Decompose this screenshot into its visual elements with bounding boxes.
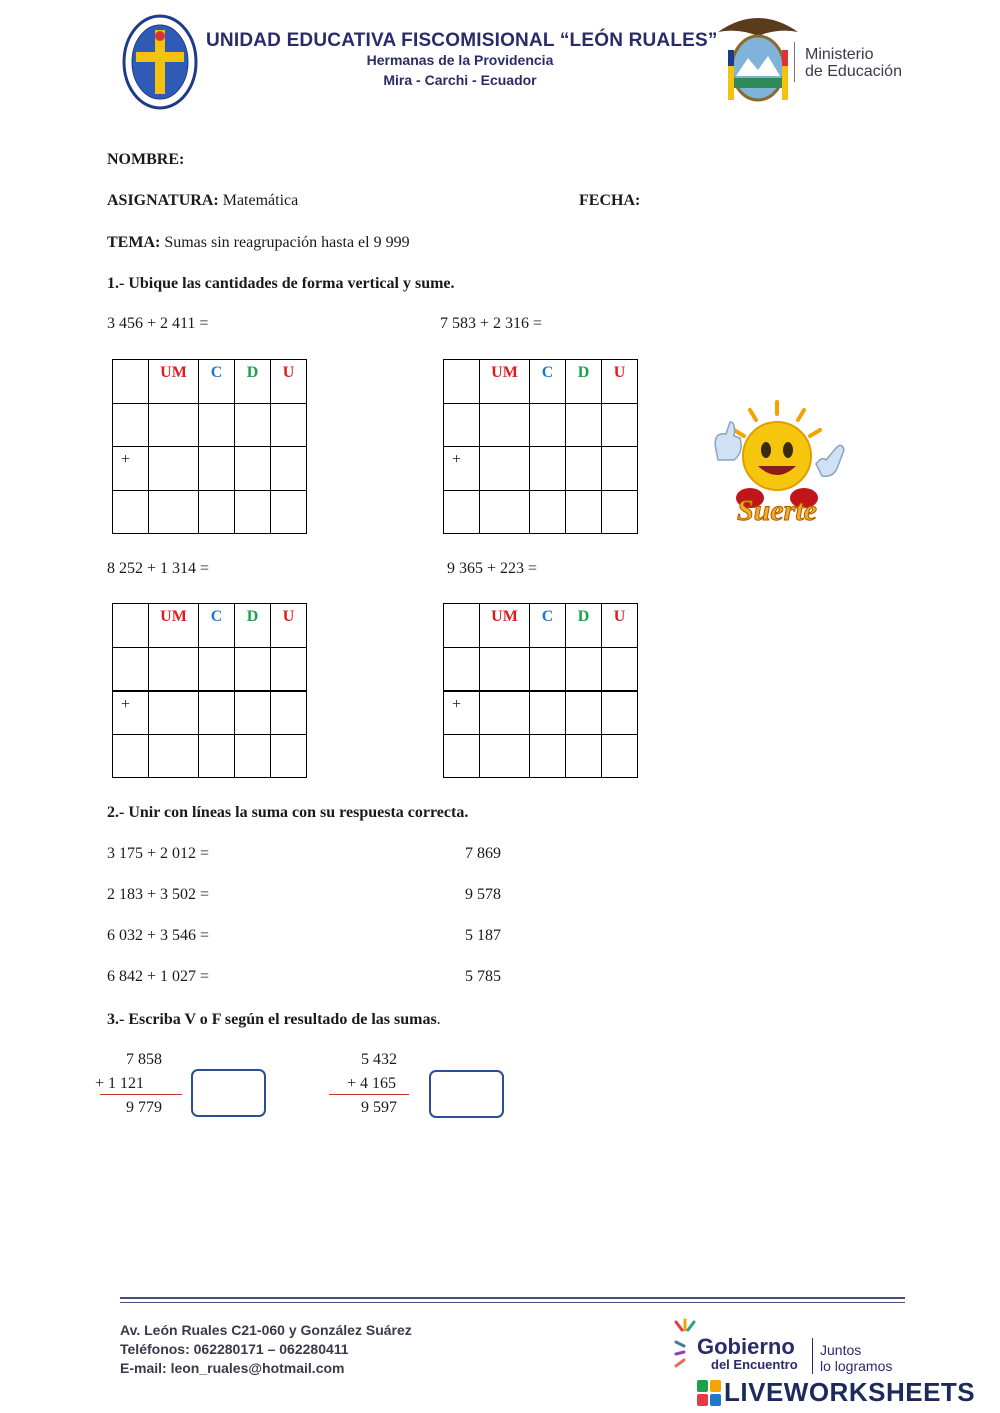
plus-sign: + (113, 447, 149, 491)
school-subtitle-2: Mira - Carchi - Ecuador (383, 72, 537, 88)
grid-cell[interactable] (149, 490, 199, 534)
grid-cell[interactable] (235, 490, 271, 534)
grid-cell[interactable] (199, 691, 235, 735)
grid-cell[interactable] (271, 647, 307, 691)
place-value-grid-2 (443, 359, 638, 534)
vf2-addend-b: + 4 165 (346, 1075, 396, 1092)
ministry-line-1: Ministerio (805, 46, 874, 63)
match-answer-3[interactable]: 5 187 (465, 927, 501, 944)
slogan-line-2: lo logramos (820, 1358, 893, 1374)
vf1-sum-line (100, 1094, 182, 1095)
grid-cell[interactable] (480, 691, 530, 735)
vf1-answer-box[interactable] (191, 1069, 266, 1117)
gobierno-logo-icon (672, 1318, 698, 1374)
section3-title: 3.- Escriba V o F según el resultado de las sumas (107, 1011, 437, 1028)
match-sum-4: 6 842 + 1 027 = (107, 968, 210, 985)
grid-cell[interactable] (271, 490, 307, 534)
grid-cell[interactable] (566, 403, 602, 447)
gobierno-line-1: Gobierno (697, 1334, 795, 1359)
header-um: UM (149, 604, 199, 648)
vf2-answer-box[interactable] (429, 1070, 504, 1118)
ministry-divider (794, 42, 795, 82)
footer-contact (120, 1321, 412, 1378)
footer-address: Av. León Ruales C21-060 y González Suárez (120, 1322, 412, 1338)
vf1-addend-b: + 1 121 (94, 1075, 144, 1092)
grid-cell[interactable] (149, 734, 199, 778)
header-u: U (602, 604, 638, 648)
grid-cell[interactable] (235, 734, 271, 778)
grid-cell[interactable] (480, 403, 530, 447)
grid-cell[interactable] (149, 691, 199, 735)
match-sum-3: 6 032 + 3 546 = (107, 927, 210, 944)
grid-cell[interactable] (602, 490, 638, 534)
grid-cell[interactable] (149, 403, 199, 447)
grid-cell[interactable] (566, 691, 602, 735)
place-value-grid-4 (443, 603, 638, 778)
exercise-1: 3 456 + 2 411 = (107, 315, 209, 332)
plus-sign: + (444, 691, 480, 735)
grid-cell[interactable] (149, 447, 199, 491)
exercise-4: 9 365 + 223 = (447, 560, 538, 577)
plus-sign: + (444, 447, 480, 491)
header-um: UM (149, 360, 199, 404)
grid-cell[interactable] (530, 691, 566, 735)
liveworksheets-icon (697, 1380, 721, 1406)
grid-cell[interactable] (566, 647, 602, 691)
grid-cell[interactable] (480, 734, 530, 778)
header-d: D (235, 360, 271, 404)
section3-title-end: . (436, 1011, 441, 1028)
plus-sign: + (113, 691, 149, 735)
grid-cell[interactable] (530, 490, 566, 534)
school-subtitle-1: Hermanas de la Providencia (366, 52, 554, 68)
grid-cell[interactable] (480, 447, 530, 491)
grid-cell[interactable] (235, 647, 271, 691)
header-u: U (271, 604, 307, 648)
header-u: U (271, 360, 307, 404)
grid-cell[interactable] (480, 647, 530, 691)
match-answer-4[interactable]: 5 785 (465, 968, 501, 985)
grid-cell[interactable] (480, 490, 530, 534)
grid-cell[interactable] (566, 490, 602, 534)
exercise-2: 7 583 + 2 316 = (440, 315, 543, 332)
match-sum-1: 3 175 + 2 012 = (107, 845, 210, 862)
footer-email: E-mail: leon_ruales@hotmail.com (120, 1360, 345, 1376)
grid-cell[interactable] (271, 734, 307, 778)
grid-cell[interactable] (271, 447, 307, 491)
header-c: C (530, 604, 566, 648)
grid-cell[interactable] (566, 734, 602, 778)
tema-line (107, 234, 410, 252)
gobierno-line-2: del Encuentro (711, 1357, 798, 1372)
grid-cell[interactable] (271, 403, 307, 447)
grid-cell[interactable] (602, 647, 638, 691)
ecuador-coat-of-arms (712, 10, 804, 112)
footer-phones: Teléfonos: 062280171 – 062280411 (120, 1341, 349, 1357)
header-um: UM (480, 360, 530, 404)
header-c: C (199, 360, 235, 404)
grid-cell[interactable] (199, 734, 235, 778)
slogan-line-1: Juntos (820, 1342, 862, 1358)
grid-cell[interactable] (566, 447, 602, 491)
grid-cell[interactable] (199, 403, 235, 447)
header-u: U (602, 360, 638, 404)
gobierno-divider (812, 1338, 813, 1374)
grid-cell[interactable] (199, 647, 235, 691)
section3-title-line (107, 1011, 441, 1029)
grid-cell[interactable] (602, 447, 638, 491)
grid-cell[interactable] (149, 647, 199, 691)
grid-cell[interactable] (199, 447, 235, 491)
grid-cell[interactable] (530, 734, 566, 778)
match-answer-2[interactable]: 9 578 (465, 886, 501, 903)
match-answer-1[interactable]: 7 869 (465, 845, 501, 862)
asignatura-line (107, 192, 298, 210)
vf2-result: 9 597 (361, 1099, 397, 1116)
asignatura-value: Matemática (222, 192, 299, 209)
vf1-addend-a: 7 858 (126, 1051, 162, 1068)
fecha-label: FECHA: (579, 192, 641, 209)
grid-cell[interactable] (199, 490, 235, 534)
school-name: UNIDAD EDUCATIVA FISCOMISIONAL “LEÓN RUALES” (206, 30, 718, 51)
grid-cell[interactable] (602, 734, 638, 778)
grid-cell[interactable] (235, 447, 271, 491)
vf1-result: 9 779 (126, 1099, 162, 1116)
gobierno-slogan (820, 1342, 892, 1374)
footer-rule-thin (120, 1302, 905, 1303)
grid-cell[interactable] (235, 403, 271, 447)
header-d: D (235, 604, 271, 648)
grid-cell[interactable] (602, 403, 638, 447)
ministry-line-2: de Educación (805, 63, 902, 80)
section2-title: 2.- Unir con líneas la suma con su respuesta correcta. (107, 804, 469, 821)
grid-cell[interactable] (271, 691, 307, 735)
grid-cell[interactable] (530, 647, 566, 691)
match-sum-2: 2 183 + 3 502 = (107, 886, 210, 903)
liveworksheets-watermark: LIVEWORKSHEETS (724, 1377, 976, 1407)
section1-title: 1.- Ubique las cantidades de forma vertical y sume. (107, 275, 455, 292)
suerte-text: Suerte (736, 494, 818, 526)
header-um: UM (480, 604, 530, 648)
vf2-addend-a: 5 432 (361, 1051, 397, 1068)
header-c: C (199, 604, 235, 648)
grid-cell[interactable] (530, 447, 566, 491)
footer-rule (120, 1297, 905, 1299)
header-c: C (530, 360, 566, 404)
grid-cell[interactable] (235, 691, 271, 735)
place-value-grid-3 (112, 603, 307, 778)
grid-cell[interactable] (530, 403, 566, 447)
vf2-sum-line (329, 1094, 409, 1095)
header-d: D (566, 360, 602, 404)
gobierno-logo (697, 1336, 798, 1372)
asignatura-label: ASIGNATURA: (107, 192, 219, 209)
tema-label: TEMA: (107, 234, 161, 251)
nombre-label: NOMBRE: (107, 151, 185, 168)
grid-cell[interactable] (602, 691, 638, 735)
exercise-3: 8 252 + 1 314 = (107, 560, 210, 577)
header-d: D (566, 604, 602, 648)
place-value-grid-1 (112, 359, 307, 534)
school-crest (122, 14, 198, 110)
tema-value: Sumas sin reagrupación hasta el 9 999 (164, 234, 410, 251)
ministry-label (805, 46, 902, 80)
good-luck-sun-sticker (706, 398, 848, 526)
